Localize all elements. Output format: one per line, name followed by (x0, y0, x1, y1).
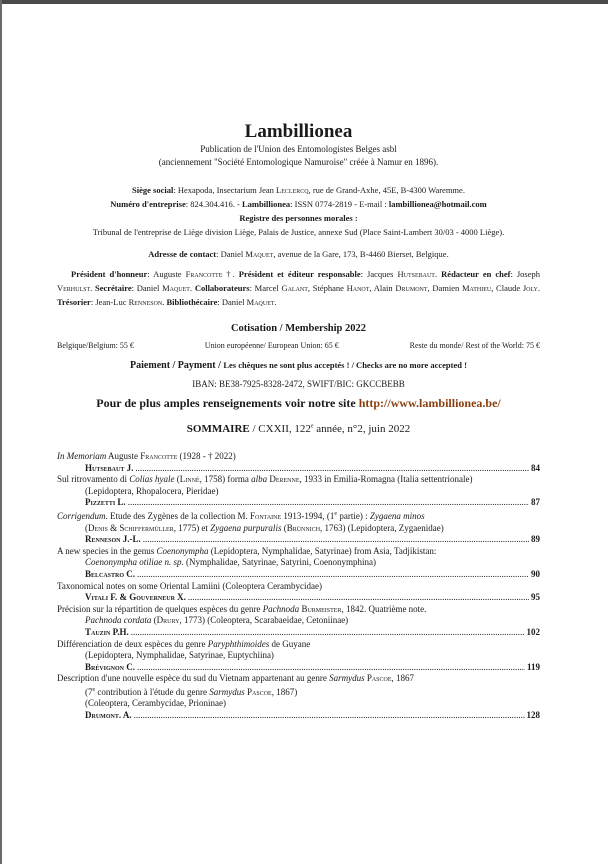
toc-text: , 1758) forma (199, 474, 252, 485)
librarian-value: : Daniel (217, 297, 247, 307)
collaborator-name: Hanot (346, 283, 370, 293)
rate-eu: Union européenne/ European Union: 65 € (204, 341, 339, 350)
toc-text: ( (151, 615, 157, 626)
siege-social (57, 185, 540, 196)
toc-text: Différenciation de deux espèces du genre (57, 638, 208, 649)
toc-page-number: 89 (531, 534, 540, 545)
table-of-contents (57, 451, 540, 722)
president-end: . (434, 269, 442, 279)
secretary-end: . (189, 283, 195, 293)
issue-sup: e (310, 423, 314, 430)
toc-author: Brévignon C. (85, 661, 136, 672)
toc-author: Tauzin P.H. (85, 626, 129, 637)
toc-page-number: 87 (531, 497, 540, 508)
toc-author-row[interactable] (57, 627, 540, 639)
cotisation-title: Cotisation / Membership 2022 (230, 323, 367, 334)
siege-value: : Hexapoda, Insectarium Jean (173, 185, 277, 195)
toc-line (57, 523, 540, 535)
toc-text: alba (251, 474, 268, 485)
toc-text: Brünnich (286, 522, 321, 533)
toc-author: Renneson J.-L. (85, 534, 141, 545)
toc-text: , 1867) (271, 686, 298, 697)
payment-title: Paiement / Payment / (130, 360, 224, 371)
toc-line (57, 639, 540, 651)
toc-author: Drumont. A. (85, 710, 132, 721)
toc-author: Pizzetti L. (85, 497, 126, 508)
collaborator-name: Galant (281, 283, 308, 293)
toc-text: , 1763) (Lepidoptera, Zygaenidae) (320, 522, 444, 533)
entreprise-line (57, 199, 540, 210)
toc-text: , 1933 in Emilia-Romagna (Italia settentrionale) (299, 474, 473, 485)
registre-label: Registre des personnes morales (239, 213, 353, 223)
toc-line: (Lepidoptera, Nymphalidae, Satyrinae, Euptychiina) (85, 650, 274, 661)
collaborators-end: . (537, 283, 541, 293)
toc-author-row[interactable] (57, 463, 540, 475)
toc-page-number: 84 (531, 462, 540, 473)
toc-author-row[interactable] (57, 592, 540, 604)
siege-value2: , rue de Grand-Axhe, 45E, B-4300 Waremme. (308, 185, 465, 195)
toc-text: 1913-1994, (1 (281, 510, 335, 521)
contact-value: : Daniel (216, 249, 246, 259)
sommaire-heading (57, 423, 540, 435)
leader-dots (128, 497, 529, 509)
toc-text: Fontaine (249, 510, 282, 521)
toc-page-number: 95 (531, 592, 540, 603)
toc-text: Coenonympha otiliae n. sp. (85, 557, 184, 568)
toc-text: ( (174, 474, 180, 485)
librarian-end: . (274, 297, 277, 307)
rate-belgium: Belgique/Belgium: 55 € (57, 341, 134, 350)
toc-line (57, 557, 540, 569)
payment-note: Les chèques ne sont plus acceptés ! / Checks are no more accepted ! (223, 360, 467, 370)
toc-author: Vitali F. & Gouverneur X. (85, 592, 186, 603)
toc-line (57, 546, 540, 558)
toc-author-row[interactable] (57, 569, 540, 581)
collaborators-label: Collaborateurs (194, 283, 250, 293)
lamb-label: Lambillionea (241, 199, 291, 209)
toc-author-row[interactable] (57, 662, 540, 674)
toc-line (57, 451, 540, 463)
page-left-border (0, 0, 2, 864)
toc-text: Auguste (106, 451, 141, 461)
toc-text: , 1775) et (173, 522, 211, 533)
president-value: : Jacques (360, 269, 398, 279)
toc-text: , 1842. Quatrième note. (341, 603, 427, 614)
more-info-text: Pour de plus amples renseignements voir notre site (96, 396, 359, 410)
toc-text: Sarmydus (209, 686, 245, 697)
collaborator-name: Mathieu (461, 283, 492, 293)
journal-title: Lambillionea (244, 121, 353, 142)
collaborator-name: Drumont (395, 283, 428, 293)
contact-address (57, 249, 540, 260)
toc-text: Pascoe (247, 686, 272, 697)
collaborator-name: Joly (522, 283, 538, 293)
secretary-name: Maquet (162, 283, 190, 293)
toc-text: contribution à l'étude du genre (95, 686, 210, 697)
toc-text: Colias hyale (129, 474, 175, 485)
registre-colon: : (352, 213, 358, 223)
toc-author-row[interactable] (57, 710, 540, 722)
committee-paragraph (57, 267, 540, 309)
editor-value: : Joseph (510, 269, 541, 279)
lamb-value: : ISSN 0774-2819 - E-mail : (290, 199, 389, 209)
toc-page-number: 102 (526, 626, 540, 637)
toc-text: e (92, 686, 96, 693)
toc-line (57, 509, 540, 523)
collaborators-sep: , Damien (427, 283, 462, 293)
toc-text: Sul ritrovamento di (57, 474, 130, 485)
secretary-label: Secrétaire (94, 283, 132, 293)
siege-label: Siège social (132, 185, 174, 195)
librarian-name: Maquet (246, 297, 275, 307)
toc-text: A new species in the genus (57, 545, 157, 556)
sommaire-label: SOMMAIRE (186, 423, 250, 435)
honorary-president-end: †. (222, 269, 239, 279)
leader-dots (143, 534, 529, 546)
toc-text: Zygaena minos (369, 510, 425, 521)
leader-dots (188, 592, 529, 604)
more-info-line (57, 396, 540, 411)
website-link[interactable]: http://www.lambillionea.be/ (358, 396, 501, 410)
toc-text: Précision sur la répartition de quelques espèces du genre (57, 603, 263, 614)
president-label: Président et éditeur responsable (238, 269, 361, 279)
honorary-president-label: Président d'honneur (71, 269, 148, 279)
toc-line (57, 474, 540, 486)
iban-line: IBAN: BE38-7925-8328-2472, SWIFT/BIC: GKCCBEBB (192, 379, 405, 389)
toc-text: Paryphthimoides (207, 638, 270, 649)
toc-page-number: 90 (531, 568, 540, 579)
toc-text: Drury (156, 615, 180, 626)
leader-dots (135, 463, 529, 475)
librarian-label: Bibliothécaire (166, 297, 218, 307)
toc-text: ( (85, 522, 88, 533)
toc-text: In Memoriam (57, 451, 107, 461)
toc-line: Taxonomical notes on some Oriental Lamiini (Coleoptera Cerambycidae) (57, 580, 323, 591)
toc-author-row[interactable] (57, 497, 540, 509)
email-link[interactable]: lambillionea@hotmail.com (388, 199, 487, 209)
registre-heading (57, 213, 540, 224)
toc-page-number: 119 (526, 661, 540, 672)
journal-subtitle: Publication de l'Union des Entomologistes Belges asbl (200, 144, 397, 154)
contact-label: Adresse de contact (148, 249, 217, 259)
toc-text: de Guyane (269, 638, 311, 649)
toc-author: Hutsebaut J. (85, 462, 134, 473)
collaborators-sep: , Stéphane (307, 283, 347, 293)
journal-page (57, 0, 540, 864)
toc-text: Pachnoda cordata (85, 615, 152, 626)
leader-dots (137, 569, 529, 581)
toc-text: (Lepidoptera, Nymphalidae, Satyrinae) from Asia, Tadjikistan: (208, 545, 437, 556)
toc-text: , 1773) (Coleoptera, Scarabaeidae, Cetoniinae) (179, 615, 349, 626)
leader-dots (131, 627, 525, 639)
siege-name: Leclercq (276, 185, 309, 195)
toc-text: Description d'une nouvelle espèce du sud du Vietnam appartenant au genre (57, 673, 330, 684)
toc-text: Denis & Schiffermüller (88, 522, 174, 533)
toc-text: Francotte (140, 451, 178, 461)
honorary-president-value: : Auguste (147, 269, 186, 279)
toc-text: , 1867 (391, 673, 415, 684)
toc-text: Pachnoda (262, 603, 300, 614)
toc-text: Coenonympha (156, 545, 209, 556)
treasurer-name: Renneson (128, 297, 163, 307)
toc-line (57, 615, 540, 627)
president-name: Hutsebaut (397, 269, 435, 279)
editor-label: Rédacteur en chef (441, 269, 511, 279)
toc-text: (7 (85, 686, 93, 697)
toc-author-row[interactable] (57, 534, 540, 546)
honorary-president-name: Francotte (185, 269, 223, 279)
toc-text: e (334, 510, 338, 517)
toc-line (57, 604, 540, 616)
cotisation-rates (57, 341, 540, 350)
toc-author: Belcastro C. (85, 568, 136, 579)
payment-line (57, 360, 540, 371)
toc-line: (Coleoptera, Cerambycidae, Prioninae) (85, 698, 226, 709)
toc-text: Sarmydus (329, 673, 365, 684)
entreprise-value: : 824.304.416. - (185, 199, 242, 209)
leader-dots (134, 710, 525, 722)
journal-former-name: (anciennement "Société Entomologique Namuroise" créée à Namur en 1896). (158, 157, 439, 167)
entreprise-label: Numéro d'entreprise (110, 199, 186, 209)
registre-value: Tribunal de l'entreprise de Liège division Liège, Palais de Justice, annexe Sud (Place Saint-Lambert 30/03 - 4000 Liège). (92, 227, 505, 237)
treasurer-end: . (162, 297, 167, 307)
toc-text: Derenne (269, 474, 300, 485)
toc-text: partie) : (337, 510, 370, 521)
treasurer-label: Trésorier (57, 297, 91, 307)
issue-info: / CXXII, 122 (249, 423, 311, 435)
toc-text: Pascoe (366, 673, 392, 684)
treasurer-value: : Jean-Luc (90, 297, 129, 307)
toc-text: ( (281, 522, 287, 533)
collaborators-value: : Marcel (249, 283, 282, 293)
editor-end: . (90, 283, 95, 293)
toc-page-number: 128 (526, 710, 540, 721)
toc-text: Corrigendum (57, 510, 106, 521)
toc-line (57, 673, 540, 685)
toc-text: . Etude des Zygènes de la collection M. (105, 510, 250, 521)
secretary-value: : Daniel (131, 283, 163, 293)
rate-world: Reste du monde/ Rest of the World: 75 € (409, 341, 540, 350)
leader-dots (137, 662, 525, 674)
toc-text: Burmeister (301, 603, 342, 614)
editor-name: Verhulst (57, 283, 91, 293)
contact-name: Maquet (245, 249, 274, 259)
toc-text: (1928 - † 2022) (177, 451, 236, 461)
collaborators-sep: , Claude (491, 283, 523, 293)
toc-line (57, 685, 540, 699)
toc-text: Linné (179, 474, 200, 485)
collaborators-sep: , Alain (369, 283, 396, 293)
toc-text: Zygaena purpuralis (210, 522, 282, 533)
toc-text: (Nymphalidae, Satyrinae, Satyrini, Coenonymphina) (183, 557, 376, 568)
contact-value2: , avenue de la Gare, 173, B-4460 Bierset, Belgique. (273, 249, 449, 259)
toc-line: (Lepidoptera, Rhopalocera, Pieridae) (85, 485, 219, 496)
issue-info-end: année, n°2, juin 2022 (313, 423, 411, 435)
